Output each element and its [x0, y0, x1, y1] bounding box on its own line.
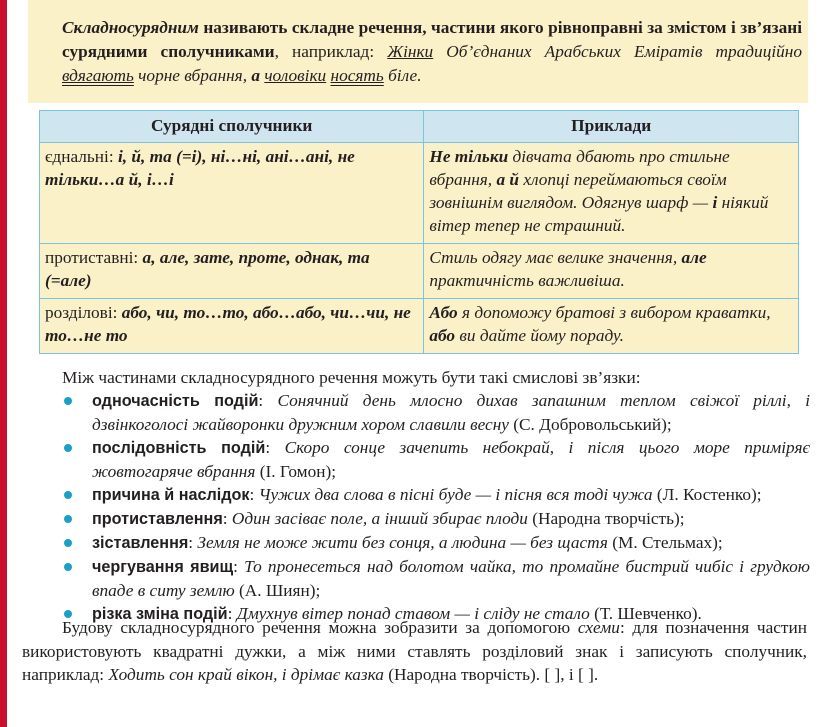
rule-example-subject-2: чоловіки — [264, 66, 327, 85]
rule-example-lead: , наприклад: — [274, 42, 388, 61]
relation-example: Сонячний день млосно дихав запашним теплом свіжої ріллі, і дзвінкоголосі жайворонки дружним хором славили весну — [92, 391, 810, 434]
scheme-example: Ходить сон край вікон, і дрімає казка — [108, 665, 384, 684]
relation-sep: : — [249, 485, 259, 504]
table-cell-example — [424, 299, 799, 354]
relation-sep: : — [227, 604, 237, 623]
relation-name: послідовність подій — [92, 439, 266, 457]
rule-example-part-1: Об’єднаних Арабських Еміратів традиційно — [433, 42, 802, 61]
rule-example-subject-1: Жінки — [387, 42, 434, 61]
bullet-icon — [64, 491, 72, 499]
conjunction-kind: єднальні: — [45, 147, 118, 166]
conjunction-kind: протиставні: — [45, 248, 143, 267]
bullet-icon — [64, 563, 72, 571]
conjunction-kind: розділові: — [45, 303, 122, 322]
scheme-text: : для позначення частин використовують квадратні дужки, а між ними ставлять розділовий знак і записують сполучник, наприклад: — [22, 618, 807, 684]
table-cell-example — [424, 143, 799, 244]
relation-source: (М. Стельмах); — [607, 533, 723, 552]
table-cell-conjunctions — [40, 244, 424, 299]
example-conj: а й — [496, 170, 520, 189]
table-header-row — [40, 111, 799, 143]
relation-name: протиставлення — [92, 510, 223, 528]
rule-definition — [62, 16, 802, 88]
table-cell-conjunctions — [40, 143, 424, 244]
list-item — [62, 436, 810, 483]
rule-example-predicate-1: вдягають — [62, 66, 134, 85]
conjunction-list: і, й, та (=і), ні…ні, ані…ані, не тільки…а й, і…і — [45, 147, 355, 189]
table-header-conjunctions: Сурядні сполучники — [40, 111, 424, 143]
example-text: ви дайте йому пораду. — [455, 326, 624, 345]
rule-definition-text: називають складне речення, частини якого рівноправні за змістом і зв’язані сурядними сполучниками — [62, 18, 802, 61]
relation-name: зіставлення — [92, 534, 189, 552]
example-text: практичність важливіша. — [429, 271, 625, 290]
relation-name: причина й наслідок — [92, 486, 250, 504]
relation-sep: : — [258, 391, 278, 410]
scheme-text: Будову складносурядного речення можна зобразити за допомогою — [62, 618, 578, 637]
relation-example: Чужих два слова в пісні буде — і пісня вся тоді чужа — [258, 485, 653, 504]
relation-sep: : — [265, 438, 285, 457]
table-row — [40, 244, 799, 299]
relation-source: (А. Шиян); — [234, 581, 321, 600]
relation-name: одночасність подій — [92, 392, 259, 410]
relation-source: (Народна творчість); — [527, 509, 685, 528]
list-item — [62, 507, 810, 531]
bullet-icon — [64, 539, 72, 547]
rule-example-part-5: біле. — [383, 66, 422, 85]
relations-intro: Між частинами складносурядного речення можуть бути такі смислові зв’язки: — [62, 368, 641, 387]
example-conj: або — [429, 326, 456, 345]
list-item — [62, 483, 810, 507]
relation-sep: : — [188, 533, 198, 552]
rule-example-conjunction: а — [251, 66, 260, 85]
relation-example: Скоро сонце зачепить небокрай, і після цього море приміряє жовтогаряче вбрання — [92, 438, 811, 481]
left-accent-bar — [0, 0, 7, 727]
example-conj: і — [712, 193, 718, 212]
rule-example-part-2: чорне вбрання, — [133, 66, 252, 85]
conjunction-list: або, чи, то…то, або…або, чи…чи, не то…не то — [45, 303, 411, 345]
table-header-examples: Приклади — [424, 111, 799, 143]
example-text: дівчата дбають про стильне вбрання, — [429, 147, 730, 189]
table-row — [40, 299, 799, 354]
example-text: хлопці переймаються своїм зовнішнім виглядом. Одягнув шарф — — [429, 170, 727, 212]
list-item — [62, 389, 810, 436]
relation-sep: : — [233, 557, 245, 576]
table-row — [40, 143, 799, 244]
rule-term: Складносурядним — [62, 18, 199, 37]
example-text: я допоможу братові з вибором краватки, — [457, 303, 771, 322]
relation-example: Земля не може жити без сонця, а людина — без щастя — [197, 533, 608, 552]
relation-name: різка зміна подій — [92, 605, 228, 623]
example-conj: Або — [429, 303, 458, 322]
relation-source: (С. Добровольський); — [508, 415, 672, 434]
bullet-icon — [64, 515, 72, 523]
example-conj: Не тільки — [429, 147, 509, 166]
example-conj: але — [681, 248, 707, 267]
example-text: ніякий вітер тепер не страшний. — [429, 193, 769, 235]
example-text: Стиль одягу має велике значення, — [429, 248, 682, 267]
list-item — [62, 531, 810, 555]
list-item — [62, 555, 810, 602]
bullet-icon — [64, 397, 72, 405]
relation-example: То пронесеться над болотом чайка, то промайне бистрий чибіс і грудкою впаде в ситу землю — [92, 557, 810, 600]
bullet-icon — [64, 444, 72, 452]
scheme-paragraph — [22, 616, 807, 687]
relation-sep: : — [222, 509, 232, 528]
scheme-term: схеми — [577, 618, 620, 637]
relation-source: (І. Гомон); — [255, 462, 337, 481]
rule-example-predicate-2: носять — [330, 66, 384, 85]
table-cell-example — [424, 244, 799, 299]
relation-example: Один засіває поле, а інший збирає плоди — [231, 509, 528, 528]
conjunctions-table — [39, 110, 799, 354]
conjunction-list: а, але, зате, проте, однак, та (=але) — [45, 248, 370, 290]
table-cell-conjunctions — [40, 299, 424, 354]
relation-source: (Т. Шевченко). — [589, 604, 702, 623]
relation-source: (Л. Костенко); — [652, 485, 762, 504]
relations-list — [62, 389, 810, 626]
relation-name: чергування явищ — [92, 558, 234, 576]
scheme-text: (Народна творчість). [ ], і [ ]. — [383, 665, 599, 684]
relation-example: Дмухнув вітер понад ставом — і сліду не стало — [236, 604, 590, 623]
